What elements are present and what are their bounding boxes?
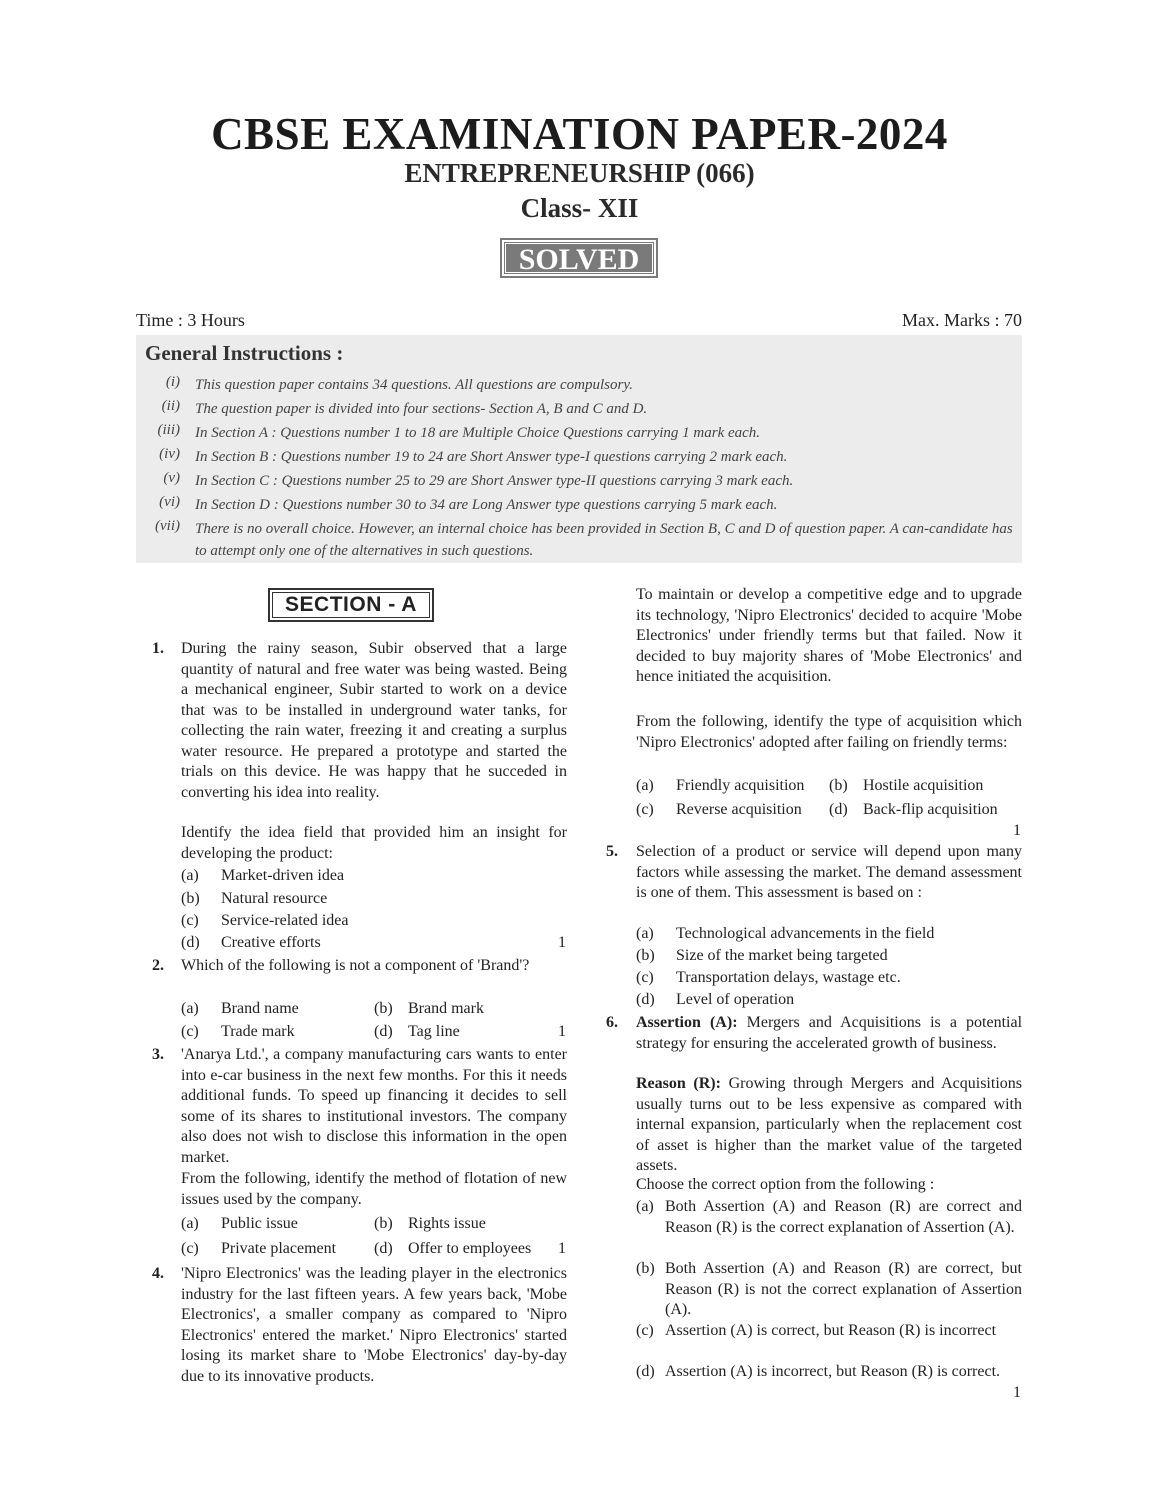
marks: 1 [558,1240,566,1257]
instruction-text: In Section C : Questions number 25 to 29 are Short Answer type-II questions carrying 3 mark each. [195,473,794,489]
option-label: (b) [374,1215,393,1232]
option-text: Level of operation [676,991,795,1008]
option-label: (a) [181,1000,199,1017]
reason [636,1074,1022,1177]
instruction-num: (ii) [161,398,180,414]
question-4-continued: To maintain or develop a competitive edge and to upgrade its technology, 'Nipro Electronics' decided to acquire 'Mobe Electronics' under friendly terms but that failed. Now it decided to buy majority shares of 'Mobe Electronics' and hence initiated the acquisition. [636,586,1022,685]
instruction-text: In Section D : Questions number 30 to 34 are Long Answer type questions carrying 5 mark each. [195,497,778,513]
option-text: Back-flip acquisition [863,801,998,818]
instructions-title: General Instructions : [145,341,344,365]
question-text: 'Nipro Electronics' was the leading player in the electronics industry for the last fifteen years. A few years back, 'Mobe Electronics', a smaller company as compared to 'Nipro Electronics' entered the market.' Nipro Electronics' started losing its market share to 'Mobe Electronics' day-by-day due to its innovative products. [181,1265,567,1385]
question-prompt: Identify the idea field that provided him an insight for developing the product: [181,824,567,862]
assertion-text: Mergers and Acquisitions is a potential strategy for ensuring the accelerated growth of business. [636,1014,1023,1052]
class-label: Class- XII [520,193,639,223]
option-label: (b) [829,777,848,794]
option-text: Brand mark [408,1000,484,1017]
marks: 1 [558,1023,566,1040]
instruction-num: (v) [163,470,180,486]
option-label: (d) [181,934,200,951]
marks: 1 [1013,822,1021,839]
question-prompt: Choose the correct option from the following : [636,1176,935,1193]
instruction-text: The question paper is divided into four sections- Section A, B and C and D. [195,401,648,417]
option-text: Rights issue [408,1215,486,1232]
instruction-text: There is no overall choice. However, an internal choice has been provided in Section B, C and D of question paper. A can-candidate has to attempt only one of the alternatives in such questions. [195,521,1013,559]
option-label: (a) [636,925,654,942]
question-text: During the rainy season, Subir observed that a large quantity of natural and free water was being wasted. Being a mechanical engineer, Subir started to work on a device that was to be installed in underground water tanks, for collecting the rain water, freezing it and creating a surplus water resource. He prepared a prototype and started the trials on this device. He was happy that he succeded in converting his idea into reality. [181,640,567,801]
option-label: (c) [636,969,654,986]
option-label: (d) [636,1363,655,1380]
instruction-num: (i) [165,374,180,390]
question-number: 2. [152,957,164,974]
solved-badge [500,238,658,278]
section-a-heading [268,588,434,622]
option-text: Reverse acquisition [676,801,802,818]
option-label: (d) [374,1240,393,1257]
instruction-text: In Section B : Questions number 19 to 24 are Short Answer type-I questions carrying 2 mark each. [195,449,788,465]
option-label: (a) [636,777,654,794]
option-text: Natural resource [221,890,328,907]
option-label: (b) [374,1000,393,1017]
option-text: Technological advancements in the field [676,925,935,942]
instruction-num: (vi) [159,494,180,510]
question-number: 6. [606,1014,618,1031]
instruction-num: (vii) [155,518,180,534]
assertion [636,1013,1022,1054]
solved-badge-text: SOLVED [518,243,640,276]
option-text: Hostile acquisition [863,777,984,794]
question-prompt: From the following, identify the method of flotation of new issues used by the company. [181,1170,567,1208]
section-a-label: SECTION - A [285,593,417,616]
option-label: (c) [181,912,199,929]
option-text: Brand name [221,1000,299,1017]
paper-title: CBSE EXAMINATION PAPER-2024 [211,109,948,159]
option-label: (d) [636,991,655,1008]
option-label: (d) [829,801,848,818]
instruction-text: This question paper contains 34 questions. All questions are compulsory. [195,377,633,393]
option-text: Assertion (A) is correct, but Reason (R) is incorrect [665,1322,997,1339]
option-label: (a) [636,1198,654,1215]
question-text: Which of the following is not a component of 'Brand'? [181,957,530,974]
question-number: 4. [152,1265,164,1282]
option-text: Public issue [221,1215,298,1232]
option-label: (b) [636,1260,655,1277]
question-prompt: From the following, identify the type of acquisition which 'Nipro Electronics' adopted after failing on friendly terms: [636,713,1022,751]
assertion-label: Assertion (A): [636,1014,738,1031]
option-label: (b) [636,947,655,964]
question-text: Selection of a product or service will depend upon many factors while assessing the market. The demand assessment is one of them. This assessment is based on : [636,843,1022,901]
option-label: (d) [374,1023,393,1040]
option-text: Friendly acquisition [676,777,805,794]
reason-text: Growing through Mergers and Acquisitions usually turns out to be less expensive as compared with internal expansion, particularly when the replacement cost of asset is higher than the market value of the targeted assets. [636,1075,1022,1174]
option-text: Trade mark [221,1023,295,1040]
option-label: (c) [636,801,654,818]
option-text: Assertion (A) is incorrect, but Reason (R) is correct. [665,1363,1001,1380]
instruction-text: In Section A : Questions number 1 to 18 are Multiple Choice Questions carrying 1 mark each. [195,425,761,441]
option-text: Size of the market being targeted [676,947,888,964]
option-text: Both Assertion (A) and Reason (R) are correct, but Reason (R) is not the correct explanation of Assertion (A). [665,1260,1022,1318]
option-label: (a) [181,1215,199,1232]
option-label: (a) [181,867,199,884]
option-label: (c) [181,1240,199,1257]
option-text: Private placement [221,1240,337,1257]
marks: 1 [558,934,566,951]
reason-label: Reason (R): [636,1075,721,1092]
question-text: 'Anarya Ltd.', a company manufacturing cars wants to enter into e-car business in the next few months. For this it needs additional funds. To speed up financing it decides to sell some of its shares to institutional investors. The company also does not wish to disclose this information in the open market. [181,1046,567,1166]
option-label: (c) [636,1322,654,1339]
option-text: Creative efforts [221,934,321,951]
option-text: Tag line [408,1023,460,1040]
marks: 1 [1013,1384,1021,1401]
option-text: Market-driven idea [221,867,345,884]
subject-title: ENTREPRENEURSHIP (066) [404,158,755,188]
option-text: Both Assertion (A) and Reason (R) are correct and Reason (R) is the correct explanation of Assertion (A). [665,1198,1022,1236]
question-number: 5. [606,843,618,860]
max-marks-label: Max. Marks : 70 [902,310,1022,330]
instruction-num: (iv) [159,446,180,462]
option-label: (b) [181,890,200,907]
instruction-num: (iii) [157,422,180,438]
time-label: Time : 3 Hours [136,310,245,330]
question-number: 1. [152,640,164,657]
option-text: Service-related idea [221,912,349,929]
option-label: (c) [181,1023,199,1040]
option-text: Offer to employees [408,1240,532,1257]
option-text: Transportation delays, wastage etc. [676,969,901,986]
question-number: 3. [152,1046,164,1063]
